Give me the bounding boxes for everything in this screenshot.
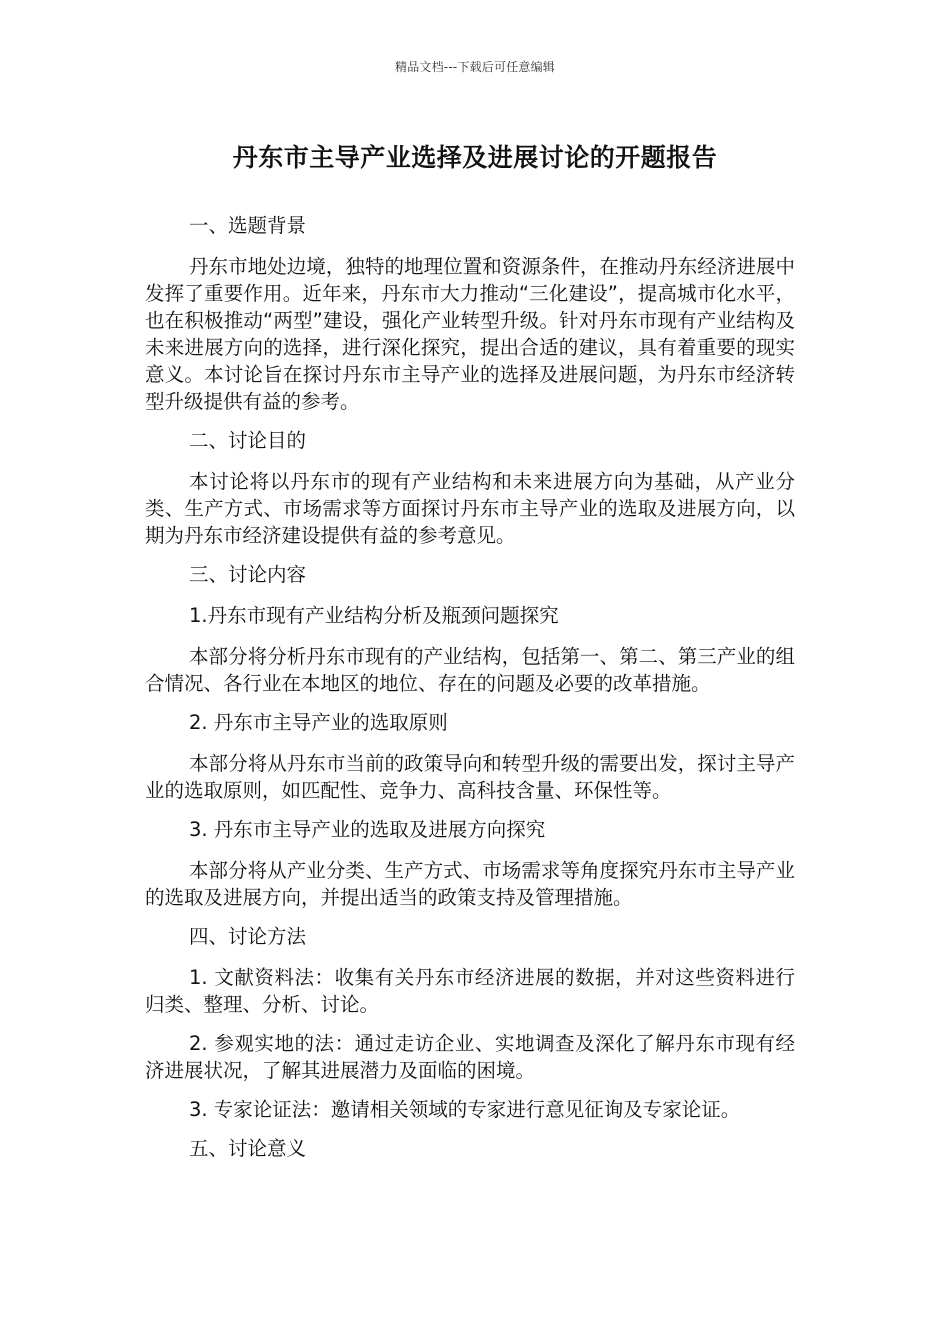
- paragraph-purpose: 本讨论将以丹东市的现有产业结构和未来进展方向为基础，从产业分类、生产方式、市场需求等方面探讨丹东市主导产业的选取及进展方向，以期为丹东市经济建设提供有益的参考意见。: [145, 470, 795, 547]
- document-body: [145, 212, 795, 1176]
- section-heading-content: 三、讨论内容: [189, 563, 307, 586]
- section-heading-background: 一、选题背景: [189, 214, 307, 237]
- paragraph-background: 丹东市地处边境，独特的地理位置和资源条件，在推动丹东经济进展中发挥了重要作用。近年来，丹东市大力推动“三化建设”，提高城市化水平，也在积极推动“两型”建设，强化产业转型升级。针对丹东市现有产业结构及未来进展方向的选择，进行深化探究，提出合适的建议，具有着重要的现实意义。本讨论旨在探讨丹东市主导产业的选择及进展问题，为丹东市经济转型升级提供有益的参考。: [145, 255, 795, 413]
- method-item-expert: 3. 专家论证法：邀请相关领域的专家进行意见征询及专家论证。: [189, 1098, 741, 1121]
- section-heading-methods: 四、讨论方法: [189, 925, 307, 948]
- subsection-heading-1: 1.丹东市现有产业结构分析及瓶颈问题探究: [189, 604, 559, 627]
- document-title: 丹东市主导产业选择及进展讨论的开题报告: [232, 143, 718, 172]
- paragraph-subsection-3: 本部分将从产业分类、生产方式、市场需求等角度探究丹东市主导产业的选取及进展方向，并提出适当的政策支持及管理措施。: [145, 859, 795, 909]
- method-item-field-visit: 2. 参观实地的法：通过走访企业、实地调查及深化了解丹东市现有经济进展状况，了解其进展潜力及面临的困境。: [145, 1032, 795, 1082]
- paragraph-subsection-1: 本部分将分析丹东市现有的产业结构，包括第一、第二、第三产业的组合情况、各行业在本地区的地位、存在的问题及必要的改革措施。: [145, 645, 795, 695]
- header-watermark: 精品文档---下载后可任意编辑: [395, 60, 555, 74]
- method-item-literature: 1. 文献资料法：收集有关丹东市经济进展的数据，并对这些资料进行归类、整理、分析、讨论。: [145, 966, 795, 1016]
- subsection-heading-2: 2. 丹东市主导产业的选取原则: [189, 711, 448, 734]
- section-heading-significance: 五、讨论意义: [189, 1137, 307, 1160]
- subsection-heading-3: 3. 丹东市主导产业的选取及进展方向探究: [189, 818, 546, 841]
- paragraph-subsection-2: 本部分将从丹东市当前的政策导向和转型升级的需要出发，探讨主导产业的选取原则，如匹配性、竞争力、高科技含量、环保性等。: [145, 752, 795, 802]
- section-heading-purpose: 二、讨论目的: [189, 429, 307, 452]
